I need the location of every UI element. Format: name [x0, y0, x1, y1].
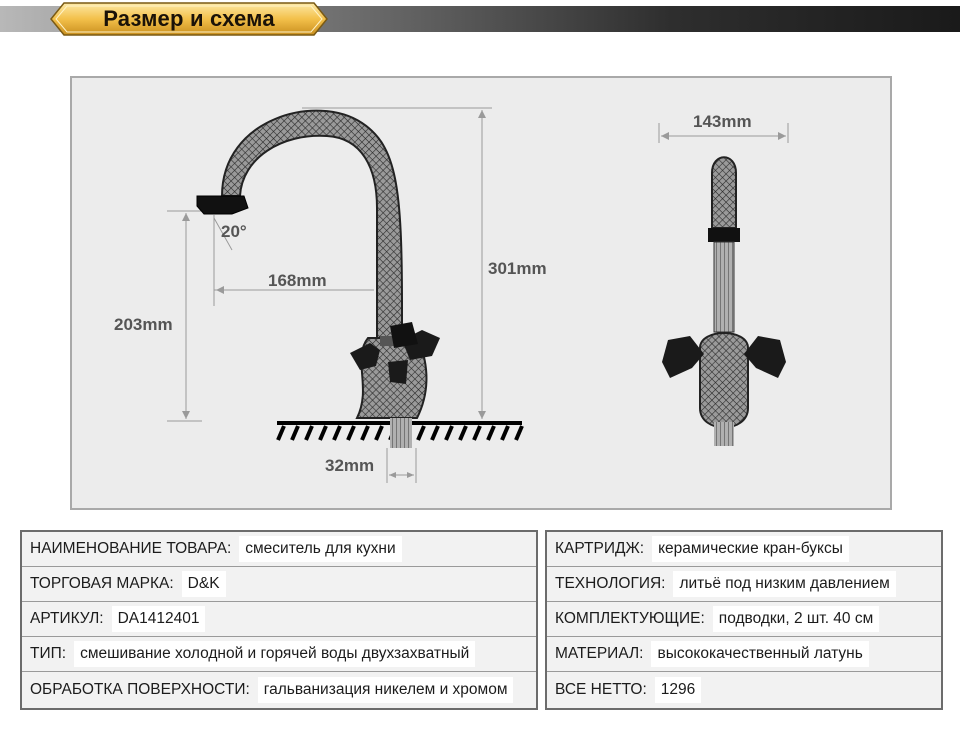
faucet-drawing	[72, 78, 890, 508]
spec-table-left	[20, 530, 538, 710]
spec-table-right	[545, 530, 943, 710]
spec-row	[22, 637, 536, 672]
spec-label: НАИМЕНОВАНИЕ ТОВАРА:	[30, 540, 232, 557]
spec-label: МАТЕРИАЛ:	[555, 645, 644, 662]
diagram-panel	[70, 76, 892, 510]
spec-label: АРТИКУЛ:	[30, 610, 104, 627]
spec-label: КОМПЛЕКТУЮЩИЕ:	[555, 610, 705, 627]
angle-label: 20°	[221, 222, 247, 241]
spec-value: смеситель для кухни	[239, 536, 401, 562]
spec-label: ТИП:	[30, 645, 67, 662]
spec-label: ТОРГОВАЯ МАРКА:	[30, 575, 174, 592]
spec-row	[547, 567, 941, 602]
total-height-label: 301mm	[488, 259, 547, 278]
spec-label: КАРТРИДЖ:	[555, 540, 645, 557]
spec-label: ВСЕ НЕТТО:	[555, 681, 647, 698]
spec-row	[22, 602, 536, 637]
reach-label: 168mm	[268, 271, 327, 290]
spec-label: ТЕХНОЛОГИЯ:	[555, 575, 666, 592]
spec-row	[547, 532, 941, 567]
spec-row	[22, 567, 536, 602]
page-title: Размер и схема	[103, 6, 275, 31]
spec-row	[547, 637, 941, 672]
spec-value: высококачественный латунь	[651, 641, 868, 667]
spec-value: смешивание холодной и горячей воды двухзахватный	[74, 641, 475, 667]
faucet-front-view	[662, 157, 786, 446]
width-label: 143mm	[693, 112, 752, 131]
base-label: 32mm	[325, 456, 375, 475]
spec-row	[547, 602, 941, 637]
spec-row	[547, 672, 941, 708]
spec-value: керамические кран-буксы	[652, 536, 849, 562]
spec-row	[22, 672, 536, 708]
spec-value: подводки, 2 шт. 40 см	[713, 606, 879, 632]
spec-value: D&K	[182, 571, 226, 597]
spec-value: 1296	[655, 677, 701, 703]
spec-value: гальванизация никелем и хромом	[258, 677, 514, 703]
spec-value: DA1412401	[112, 606, 206, 632]
spec-row	[22, 532, 536, 567]
spec-value: литьё под низким давлением	[673, 571, 895, 597]
spout-height-label: 203mm	[114, 315, 173, 334]
spec-label: ОБРАБОТКА ПОВЕРХНОСТИ:	[30, 681, 250, 698]
